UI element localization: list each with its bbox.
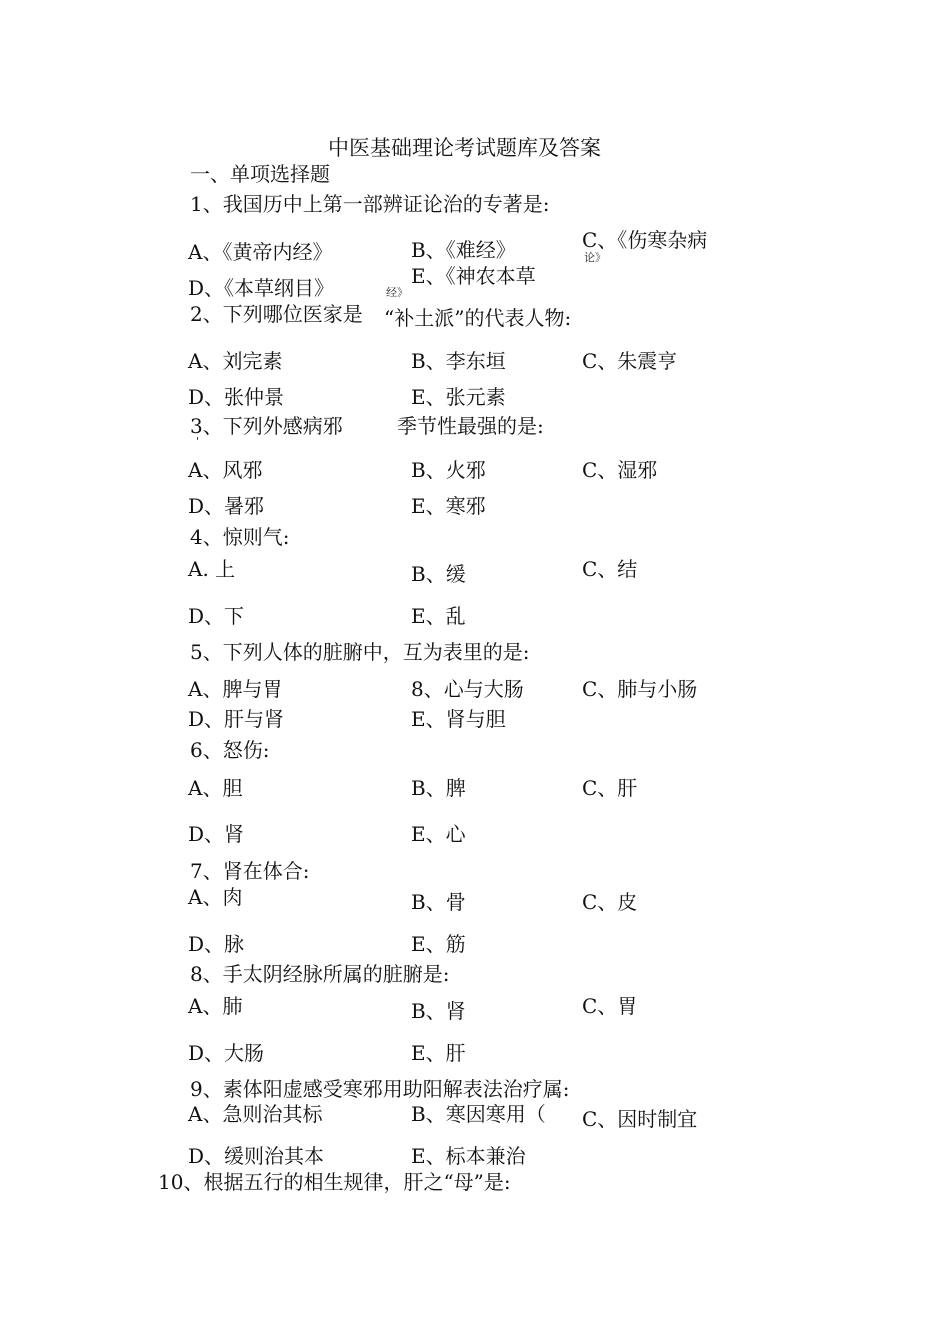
question-7-option-c: C、皮: [582, 890, 638, 914]
question-4-option-b: B、缓: [411, 562, 466, 586]
question-5-option-b: 8、心与大肠: [411, 677, 524, 701]
question-6-stem: 6、怒伤:: [190, 738, 270, 762]
question-4-option-c: C、结: [582, 557, 638, 581]
question-8-stem: 8、手太阴经脉所属的脏腑是:: [190, 962, 450, 986]
question-10-stem: 10、根据五行的相生规律，肝之“母”是:: [158, 1170, 511, 1194]
question-9-option-b: B、寒因寒用（: [411, 1102, 546, 1126]
question-7-option-b: B、骨: [411, 890, 466, 914]
question-2-stem-part2: “补土派”的代表人物:: [384, 306, 572, 330]
question-7-option-e: E、筋: [411, 932, 466, 956]
question-2-option-e: E、张元素: [411, 385, 506, 409]
question-9-option-e: E、标本兼治: [411, 1144, 526, 1168]
question-6-option-e: E、心: [411, 822, 466, 846]
question-6-option-c: C、肝: [582, 776, 638, 800]
question-3-option-e: E、寒邪: [411, 494, 486, 518]
question-9-option-a: A、急则治其标: [188, 1102, 323, 1126]
section-heading: 一、单项选择题: [190, 162, 330, 186]
document-title: 中医基础理论考试题库及答案: [328, 136, 601, 160]
question-4-stem: 4、惊则气:: [190, 525, 290, 549]
question-1-stem: 1、我国历中上第一部辨证论治的专著是:: [190, 192, 550, 216]
question-6-option-b: B、脾: [411, 776, 466, 800]
question-8-option-e: E、肝: [411, 1041, 466, 1065]
question-5-option-a: A、脾与胃: [188, 677, 283, 701]
question-2-option-a: A、刘完素: [188, 349, 283, 373]
question-2-option-d: D、张仲景: [188, 385, 285, 409]
question-1-fragment-e: 经》: [386, 286, 408, 299]
question-8-option-a: A、肺: [188, 994, 243, 1018]
question-6-option-d: D、肾: [188, 822, 245, 846]
question-5-option-d: D、肝与肾: [188, 707, 285, 731]
question-4-option-a: A. 上: [188, 557, 236, 581]
question-4-option-e: E、乱: [411, 604, 466, 628]
question-3-fragment: ': [196, 435, 200, 448]
question-7-stem: 7、肾在体合:: [190, 859, 310, 883]
question-5-option-e: E、肾与胆: [411, 707, 506, 731]
question-9-stem: 9、素体阳虚感受寒邪用助阳解表法治疗属:: [190, 1077, 570, 1101]
question-1-option-a: A、《黄帝内经》: [188, 240, 333, 264]
question-3-stem-part1: 3、下列外感病邪: [190, 414, 343, 438]
question-1-option-c: C、《伤寒杂病: [582, 228, 708, 252]
question-8-option-c: C、胃: [582, 994, 638, 1018]
question-1-option-b: B、《难经》: [411, 238, 516, 262]
question-8-option-d: D、大肠: [188, 1041, 265, 1065]
question-5-option-c: C、肺与小肠: [582, 677, 698, 701]
question-3-option-d: D、暑邪: [188, 494, 265, 518]
question-7-option-a: A、肉: [188, 885, 243, 909]
question-9-option-d: D、缓则治其本: [188, 1144, 325, 1168]
question-2-option-c: C、朱震亨: [582, 349, 678, 373]
question-5-stem: 5、下列人体的脏腑中，互为表里的是:: [190, 640, 530, 664]
question-3-option-a: A、风邪: [188, 458, 263, 482]
question-4-option-d: D、下: [188, 604, 245, 628]
question-2-option-b: B、李东垣: [411, 349, 506, 373]
question-8-option-b: B、肾: [411, 999, 466, 1023]
question-2-stem-part1: 2、下列哪位医家是: [190, 302, 363, 326]
question-9-option-c: C、因时制宜: [582, 1107, 698, 1131]
question-1-option-d: D、《本草纲目》: [188, 276, 335, 300]
question-7-option-d: D、脉: [188, 932, 245, 956]
question-6-option-a: A、胆: [188, 776, 243, 800]
question-1-option-e: E、《神农本草: [411, 264, 536, 288]
question-1-fragment-c: 论》: [584, 251, 606, 264]
question-3-option-b: B、火邪: [411, 458, 486, 482]
question-3-stem-part2: 季节性最强的是:: [397, 414, 544, 438]
question-3-option-c: C、湿邪: [582, 458, 658, 482]
